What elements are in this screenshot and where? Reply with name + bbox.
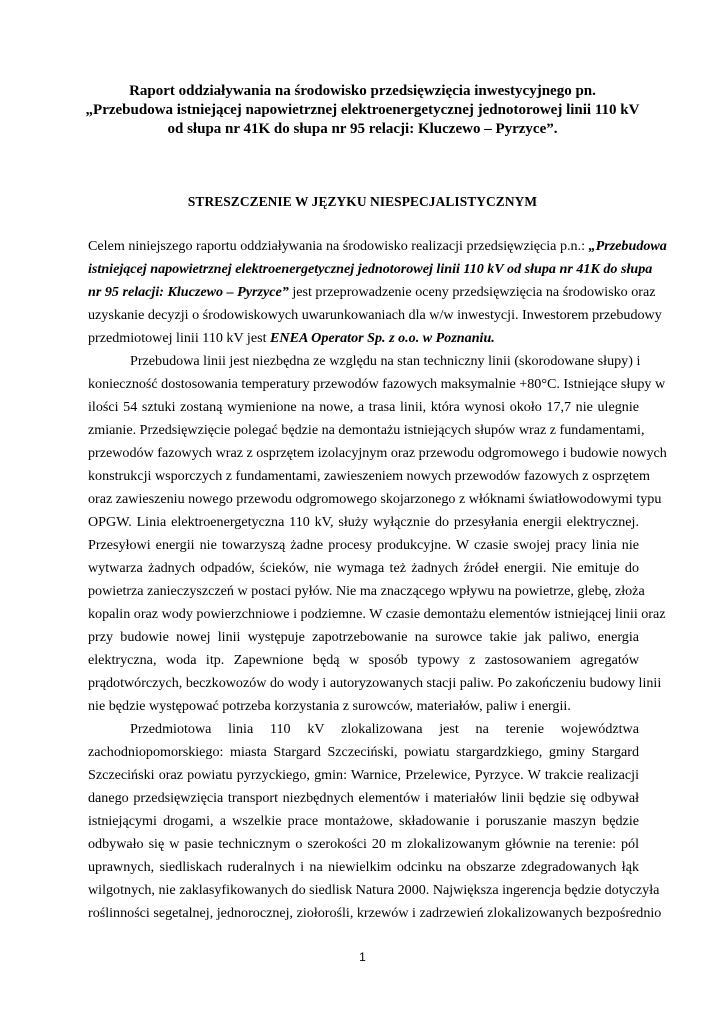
title-line-2: „Przebudowa istniejącej napowietrznej elektroenergetycznej jednotorowej linii 110 kV xyxy=(85,102,640,118)
paragraph-1-line-1 xyxy=(88,235,667,258)
paragraph-3-line: Szczeciński oraz powiatu pyrzyckiego, gmin: Warnice, Przelewice, Pyrzyce. W trakcie realizacji xyxy=(88,767,639,783)
paragraph-2-line: Przebudowa linii jest niezbędna ze względu na stan techniczny linii (skorodowane słupy) i xyxy=(130,353,641,369)
paragraph-2-line: nie będzie występować potrzeba korzystania z surowców, materiałów, paliw i energii. xyxy=(88,698,571,714)
paragraph-2-line: powietrza zanieczyszczeń w postaci pyłów. Nie ma znaczącego wpływu na powietrze, glebę, złoża xyxy=(88,583,645,599)
paragraph-3-line: danego przedsięwzięcia transport niezbędnych elementów i materiałów linii będzie się odbywał xyxy=(88,790,639,806)
paragraph-3-line: istniejącymi drogami, a wszelkie prace montażowe, składowanie i poruszanie maszyn będzie xyxy=(88,813,639,829)
paragraph-1-line-3 xyxy=(88,281,656,304)
investor-name-italic: ENEA Operator Sp. z o.o. w Poznaniu. xyxy=(270,330,495,346)
text-run: jest przeprowadzenie oceny przedsięwzięcia na środowisko oraz xyxy=(288,284,656,300)
paragraph-2-line: zmianie. Przedsięwzięcie polegać będzie na demontażu istniejących słupów wraz z fundamentami, xyxy=(88,422,645,438)
section-heading: STRESZCZENIE W JĘZYKU NIESPECJALISTYCZNYM xyxy=(187,194,538,209)
paragraph-2-line: konstrukcji wsporczych z fundamentami, zawieszeniem nowych przewodów fazowych z osprzętem xyxy=(88,468,650,484)
paragraph-2-line: ilości 54 sztuki zostaną wymienione na nowe, a trasa linii, która wynosi około 17,7 nie ulegnie xyxy=(88,399,639,415)
paragraph-3-line: uprawnych, siedliskach ruderalnych i na niewielkim odcinku na obszarze zdegradowanych łąk xyxy=(88,859,639,875)
paragraph-2-line: OPGW. Linia elektroenergetyczna 110 kV, służy wyłącznie do przesyłania energii elektrycznej. xyxy=(88,514,639,530)
paragraph-3-line: odbywało się w pasie technicznym o szerokości 20 m zlokalizowanym głównie na terenie: pól xyxy=(88,836,639,852)
paragraph-2-line: kopalin oraz wody powierzchniowe i podziemne. W czasie demontażu elementów istniejącej linii oraz xyxy=(88,606,666,622)
page-number: 1 xyxy=(359,950,366,964)
paragraph-2-line: Przesyłowi energii nie towarzyszą żadne procesy produkcyjne. W czasie swojej pracy linia nie xyxy=(88,537,639,553)
paragraph-1-line-2: istniejącej napowietrznej elektroenergetycznej jednotorowej linii 110 kV od słupa nr 41K do słupa xyxy=(88,261,653,277)
paragraph-1-line-5 xyxy=(88,327,639,350)
project-name-italic: nr 95 relacji: Kluczewo – Pyrzyce” xyxy=(88,284,289,300)
paragraph-2-line: elektryczna, woda itp. Zapewnione będą w sposób typowy z zastosowaniem agregatów xyxy=(88,652,639,668)
paragraph-2-line: oraz zawieszeniu nowego przewodu odgromowego skojarzonego z włóknami światłowodowymi typu xyxy=(88,491,662,507)
text-run: przedmiotowej linii 110 kV jest xyxy=(88,330,271,346)
paragraph-1-line-4: uzyskanie decyzji o środowiskowych uwarunkowaniach dla w/w inwestycji. Inwestorem przebudowy xyxy=(88,307,662,323)
text-run: Celem niniejszego raportu oddziaływania na środowisko realizacji przedsięwzięcia p.n.: xyxy=(88,238,589,254)
paragraph-3-line: roślinności segetalnej, jednorocznej, ziołorośli, krzewów i zadrzewień zlokalizowanych bezpośrednio xyxy=(88,905,662,921)
title-line-3: od słupa nr 41K do słupa nr 95 relacji: Kluczewo – Pyrzyce”. xyxy=(167,121,558,137)
paragraph-3-line: Przedmiotowa linia 110 kV zlokalizowana jest na terenie województwa xyxy=(130,721,639,737)
report-title xyxy=(70,82,655,139)
paragraph-2-line: przewodów fazowych wraz z osprzętem izolacyjnym oraz przewodu odgromowego i budowie nowych xyxy=(88,445,667,461)
body-text xyxy=(88,235,667,925)
project-name-italic: „Przebudowa xyxy=(588,238,667,254)
paragraph-3-line: wilgotnych, nie zaklasyfikowanych do siedlisk Natura 2000. Największa ingerencja będzie dotyczyła xyxy=(88,882,660,898)
title-line-1: Raport oddziaływania na środowisko przedsięwzięcia inwestycyjnego pn. xyxy=(129,83,596,99)
paragraph-3-line: zachodniopomorskiego: miasta Stargard Szczeciński, powiatu stargardzkiego, gminy Stargard xyxy=(88,744,639,760)
paragraph-2-line: prądotwórczych, beczkowozów do wody i autoryzowanych stacji paliw. Po zakończeniu budowy linii xyxy=(88,675,662,691)
paragraph-2-line: konieczność dostosowania temperatury przewodów fazowych maksymalnie +80°C. Istniejące słupy w xyxy=(88,376,666,392)
paragraph-2-line: wytwarza żadnych odpadów, ścieków, nie wymaga też żadnych źródeł energii. Nie emituje do xyxy=(88,560,639,576)
paragraph-2-line: przy budowie nowej linii występuje zapotrzebowanie na surowce takie jak paliwo, energia xyxy=(88,629,639,645)
